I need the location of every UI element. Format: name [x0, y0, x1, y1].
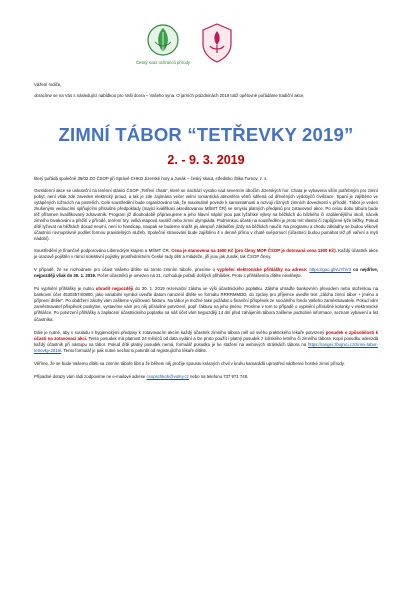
price-paragraph [34, 248, 378, 260]
contact-phone-text: nebo na telefonu 737 971 748. [189, 374, 249, 380]
registration-link[interactable]: https://goo.gl/vUYhV3 [309, 266, 352, 272]
medical-highlight: posudek o způsobilosti k účasti na zotavovací akci. [34, 329, 378, 341]
medical-paragraph [34, 330, 378, 354]
registration-highlight: vyplnění elektronické přihlášky na adrese: [217, 266, 308, 272]
registration-text: V případě, že se rozhodnete pro účast Vašeho dítěte na tomto zimním táboře, prosíme o [34, 266, 216, 272]
skaut-logo [200, 22, 234, 64]
payment-details: do 30. 1. 2019 rezervační zálohu ve výši účastnického poplatku. Záloha uhraďte bankovním převodem nebo složenkou na bankovní účet 45303574/0800, jako variabilní symbol uveďte datum narození dítěte ve formátu RRRRMMDD, do zprávy pro příjemce uveďte text „záloha zimní tábor + jméno a příjmení dítěte“. Po obdržení zálohy vám zašleme vyúčtovací fakturu. Na tábor je možné také požádat o finanční příspěvek ze sociálního fondu Vašeho zaměstnavatele. Pokud vám zaměstnavatel příspěvek poskytne, vystavíme vám pro něj příslušné potvrzení, popř. fakturu na jeho jméno. Prosíme v tom to případě o vyplnění příslušné kolonky v elektronické přihlášce. Po potvrzení přihlášky a zaplacení účastnického poplatku na náš účet vám nejpozději 14 dní před zahájením tábora zašleme podrobné informace, seznam vybavení a list účastníka. [34, 286, 379, 322]
closing-paragraph: Věříme, že se bude Vašemu dítěti na zimním táboře líbit a že během něj prožije spoustu krásných chvil v kruhu kamarádů uprostřed nádherné horské zimní přírody. [34, 361, 345, 366]
csop-logo-text: Český svaz ochránců přírody [136, 60, 190, 65]
organizer-line: který pořádá společně 36/02 ZO ČSOP při Správě CHKO Jizerské hory a Junák – český skaut, středisko Štika Turnov, z. s. [34, 176, 268, 182]
greeting: Vážení rodiče, [34, 82, 62, 87]
event-title: ZIMNÍ TÁBOR “TETŘEVKY 2019” [58, 124, 354, 146]
price-text: Cena je stanovena na 1600 Kč (pro členy MOP ČSOP je dotovaná cena 1300 Kč). [171, 247, 337, 253]
payment-paragraph [34, 286, 378, 323]
payment-text: Po vyplnění přihlášky je nutno [34, 286, 94, 292]
description-paragraph: Osmidenní akce se uskuteční na terénní stanici ČSOP „Tetřeví chata“, které se nachází vysoko nad severním úbočím Jizerských hor. Chata je vybavena vším potřebným pro zimní pobyt, není však zde zaveden elektrický proud, a tak je zde zajímána večer velmi romantická atmosféra větrů sdílená od dřevěných výdobyčů civilizace. Spaní je zajištěno ve vytápěných ložnicích na postelích. Celé soustředění bude organizováno tak, že maximálně povede k samostatnosti a rozvoji různých zimních dovedností v přírodě. Tábor je veden zkušenými vedoucími splňujícími příslušné předpoklady (mající kvalifikaci akreditovanou MŠMT ČR) ve smyslu platných předpisů pro zotavovací akce. Po celou dobu tábora bude též přítomen kvalifikovaný zdravotník. Program již dlouhodobě připravujeme a jeho hlavní náplní jsou pak lyžařské výlety na běžkách do blízkého či vzdálenějšího okolí, nácvik zimního bivakování a přežití v přírodě, terénní hry, velká etapová soutěž nebo zimní olympiáda. Podmínkou účasti na soustředění je proto mít vlastní či zapůjčené lyže běžky. Pokud dítě lyžovat na běžkách dosud neumí, není to handicap, naopak se budeme snažit jej alespoň základům jízdy na běžkách naučit. Na programu a chodu základny se budou věkově účastníci rovnoprávně podílet formou pravidelných služeb. Společné stravování bude zajištěno 4 x denně přímo v chatě svépomocí (účastníci budou pomáhat též při vaření a mytí nádobí). [34, 187, 378, 242]
registration-deadline: co nejdříve, nejpozději však do 30. 1. 2019. [34, 266, 378, 278]
letter-body [34, 82, 378, 385]
contact-paragraph [34, 374, 378, 380]
event-dates: 2. - 9. 3. 2019 [167, 153, 245, 168]
registration-paragraph [34, 267, 378, 279]
registration-limit: Počet účastníků je omezen na 21, rozhoduje pořadí došlých přihlášek. Proto s přihlášením dítěte neváhejte. [97, 272, 303, 278]
medical-text: Dále je nutné, aby v souladu s hygienickými předpisy k zotavovacím akcím každý účastník zimního tábora měl od svého praktického lékaře potvrzený [34, 329, 325, 335]
csop-logo [136, 22, 190, 74]
header-logos [0, 22, 412, 74]
funding-text: Soustředění je finančně podporováno Libereckým krajem a MŠMT ČR. [34, 247, 170, 253]
intro-paragraph: obracíme se na Vás s následující nabídkou pro Vaši dcera – Vašeho syna. O jarních prázdninách 2019 totiž opětovně pořádáme tradiční akce, [34, 93, 305, 99]
medical-details: Tento posudek má platnost 24 měsíců od data vydání a lze proto použít i platný posudek z loňského letního či zimního tábora. Kopii posudku odevzdá každý účastník při nástupu na tábor. Pokud dítě platný posudek nemá, formulář posudku je ke stažení na webových stránkách tábora na [34, 335, 379, 347]
contact-text: Případné dotazy vám rádi zodpovíme ne e-mailové adrese [34, 374, 146, 380]
insurance-text: Každý účastník akce je úrazově pojištěn v rámci kolektivní pojistky prostřednictvím České rady dětí a mládeže, jiří jsou jak Junák, tak ČSOP členy. [34, 247, 378, 259]
medical-end: . Tento formulář je pak nutné nechat si potvrdit od registrujícího lékaře dítěte. [61, 347, 208, 353]
medical-form-link[interactable]: https://ranger.zbojnici.cz/zimni-tabor-tetrevky-2019/ [34, 341, 378, 353]
contact-email-link[interactable]: csopschkoh@volny.cz [146, 374, 189, 380]
payment-highlight: uhradit nejpozději [95, 286, 134, 292]
